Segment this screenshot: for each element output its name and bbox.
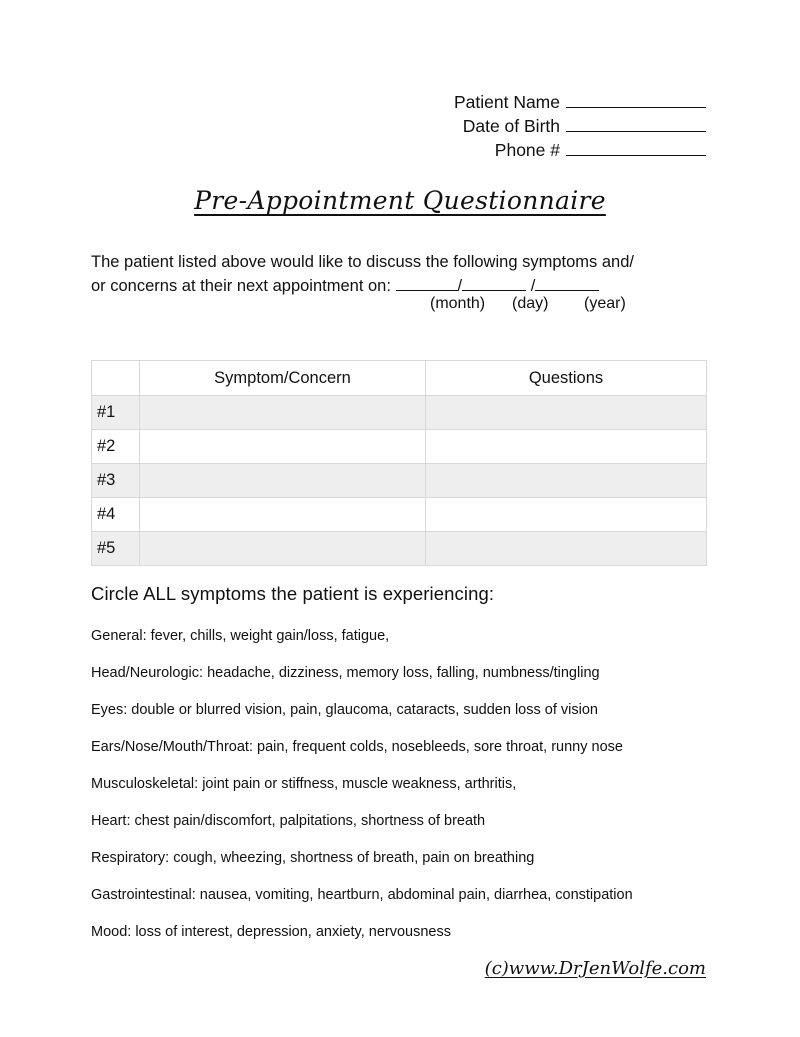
patient-name-row[interactable] bbox=[306, 92, 706, 116]
table-header-empty bbox=[92, 361, 140, 396]
symptom-category-general[interactable]: General: fever, chills, weight gain/loss, fatigue, bbox=[91, 628, 390, 644]
questions-cell[interactable] bbox=[426, 498, 707, 532]
row-number: #3 bbox=[92, 464, 140, 498]
date-of-birth-blank[interactable] bbox=[566, 116, 706, 132]
page-title: Pre-Appointment Questionnaire bbox=[194, 186, 606, 215]
questions-cell[interactable] bbox=[426, 430, 707, 464]
symptom-table bbox=[91, 360, 707, 566]
patient-info-fields bbox=[306, 92, 706, 164]
questions-cell[interactable] bbox=[426, 396, 707, 430]
date-labels bbox=[430, 295, 626, 313]
symptom-cell[interactable] bbox=[140, 430, 426, 464]
day-label: (day) bbox=[512, 295, 549, 312]
copyright-link[interactable]: (c)www.DrJenWolfe.com bbox=[484, 958, 706, 979]
year-blank[interactable] bbox=[535, 275, 599, 291]
patient-name-label: Patient Name bbox=[453, 92, 560, 112]
month-label: (month) bbox=[430, 295, 486, 312]
table-row bbox=[92, 532, 707, 566]
table-header-symptom: Symptom/Concern bbox=[140, 361, 426, 396]
phone-row[interactable] bbox=[306, 140, 706, 164]
table-row bbox=[92, 498, 707, 532]
year-label: (year) bbox=[584, 295, 626, 312]
row-number: #5 bbox=[92, 532, 140, 566]
phone-label: Phone # bbox=[494, 140, 560, 160]
table-row bbox=[92, 430, 707, 464]
row-number: #1 bbox=[92, 396, 140, 430]
date-separator: / bbox=[530, 277, 536, 295]
day-blank[interactable] bbox=[462, 275, 526, 291]
row-number: #4 bbox=[92, 498, 140, 532]
intro-text bbox=[91, 250, 731, 298]
date-separator: / bbox=[457, 277, 463, 295]
month-blank[interactable] bbox=[396, 275, 458, 291]
questions-cell[interactable] bbox=[426, 464, 707, 498]
row-number: #2 bbox=[92, 430, 140, 464]
table-row bbox=[92, 396, 707, 430]
symptom-list bbox=[91, 627, 633, 960]
symptom-category-heart[interactable]: Heart: chest pain/discomfort, palpitations, shortness of breath bbox=[91, 813, 486, 829]
symptom-cell[interactable] bbox=[140, 396, 426, 430]
table-row bbox=[92, 464, 707, 498]
symptom-category-ent[interactable]: Ears/Nose/Mouth/Throat: pain, frequent colds, nosebleeds, sore throat, runny nose bbox=[91, 739, 623, 755]
questions-cell[interactable] bbox=[426, 532, 707, 566]
intro-line-2 bbox=[91, 274, 731, 298]
symptom-category-respiratory[interactable]: Respiratory: cough, wheezing, shortness of breath, pain on breathing bbox=[91, 850, 535, 866]
intro-line-2-text: or concerns at their next appointment on: bbox=[91, 277, 391, 295]
date-of-birth-label: Date of Birth bbox=[462, 116, 560, 136]
symptom-category-gastrointestinal[interactable]: Gastrointestinal: nausea, vomiting, heartburn, abdominal pain, diarrhea, constipation bbox=[91, 887, 633, 903]
patient-name-blank[interactable] bbox=[566, 92, 706, 108]
table-header-questions: Questions bbox=[426, 361, 707, 396]
symptom-category-neurologic[interactable]: Head/Neurologic: headache, dizziness, memory loss, falling, numbness/tingling bbox=[91, 665, 600, 681]
symptom-cell[interactable] bbox=[140, 498, 426, 532]
phone-blank[interactable] bbox=[566, 140, 706, 156]
symptom-category-musculoskeletal[interactable]: Musculoskeletal: joint pain or stiffness, muscle weakness, arthritis, bbox=[91, 776, 517, 792]
symptom-category-mood[interactable]: Mood: loss of interest, depression, anxiety, nervousness bbox=[91, 924, 452, 940]
circle-symptoms-heading: Circle ALL symptoms the patient is experiencing: bbox=[91, 583, 495, 604]
date-of-birth-row[interactable] bbox=[306, 116, 706, 140]
symptom-cell[interactable] bbox=[140, 464, 426, 498]
symptom-cell[interactable] bbox=[140, 532, 426, 566]
symptom-category-eyes[interactable]: Eyes: double or blurred vision, pain, glaucoma, cataracts, sudden loss of vision bbox=[91, 702, 598, 718]
intro-line-1: The patient listed above would like to discuss the following symptoms and/ bbox=[91, 253, 634, 271]
table-header-row bbox=[92, 361, 707, 396]
